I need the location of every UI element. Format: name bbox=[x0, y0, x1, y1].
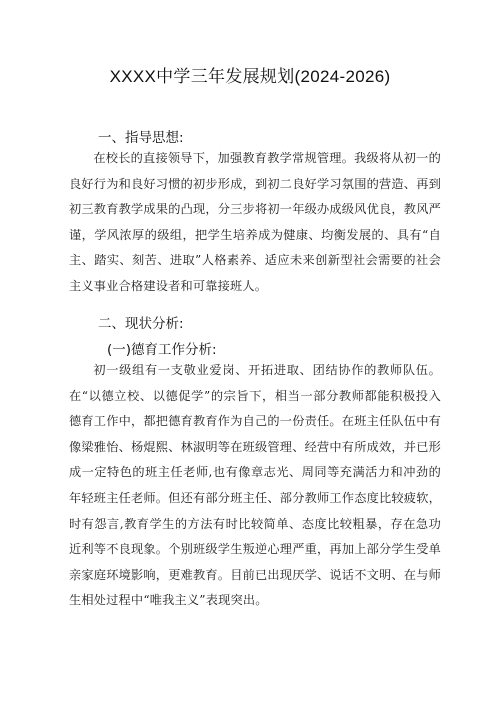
section-paragraph-guiding-ideology: 在校长的直接领导下，加强教育教学常规管理。我级将从初一的良好行为和良好习惯的初步形成，到初二良好学习氛围的营造、再到初三教育教学成果的凸现，分三步将初一年级办成级风优良，教风严谨，学风浓厚的级组，把学生培养成为健康、均衡发展的、具有“自主、踏实、刻苦、进取”人格素养、适应未来创新型社会需要的社会主义事业合格建设者和可靠接班人。 bbox=[69, 151, 441, 293]
section-heading-status-analysis: 二、现状分析: bbox=[98, 316, 184, 332]
document-title: XXXX中学三年发展规划(2024-2026) bbox=[109, 67, 391, 86]
section-heading-guiding-ideology: 一、指导思想: bbox=[98, 130, 184, 146]
section-paragraph-moral-education: 初一级组有一支敬业爱岗、开拓进取、团结协作的教师队伍。在“以德立校、以德促学”的宗旨下，相当一部分教师都能积极投入德育工作中，都把德育教育作为自己的一份责任。在班主任队伍中有像梁雅怡、杨焜熙、林淑明等在班级管理、经营中有所成效，并已形成一定特色的班主任老师,也有像章志光、周同等充满活力和冲劲的年轻班主任老师。但还有部分班主任、部分教师工作态度比较疲软，时有怨言,教育学生的方法有时比较简单、态度比较粗暴，存在急功近利等不良现象。个别班级学生叛逆心理严重，再加上部分学生受单亲家庭环境影响，更难教育。目前已出现厌学、说话不文明、在与师生相处过程中“唯我主义”表现突出。 bbox=[69, 363, 441, 608]
subsection-heading-moral-education: (一)德育工作分析: bbox=[107, 342, 217, 358]
